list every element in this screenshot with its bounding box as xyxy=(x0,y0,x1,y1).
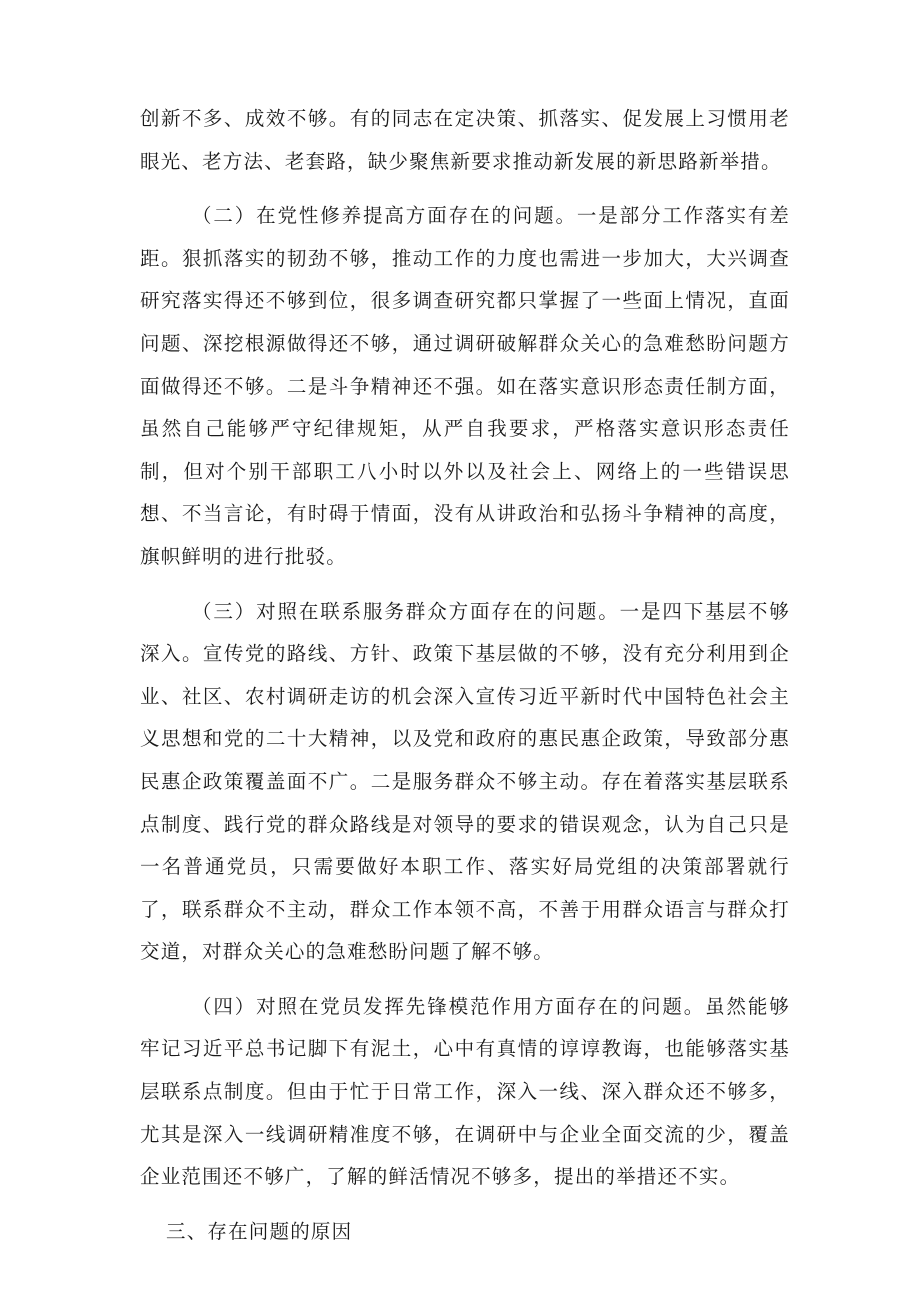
paragraph-vanguard-role: （四）对照在党员发挥先锋模范作用方面存在的问题。虽然能够牢记习近平总书记脚下有泥土，心中有真情的谆谆教诲，也能够落实基层联系点制度。但由于忙于日常工作，深入一线、深入群众还不够多，尤其是深入一线调研精准度不够，在调研中与企业全面交流的少，覆盖企业范围还不够广，了解的鲜活情况不够多，提出的举措还不实。 xyxy=(140,994,790,1189)
paragraph-party-spirit: （二）在党性修养提高方面存在的问题。一是部分工作落实有差距。狠抓落实的韧劲不够，推动工作的力度也需进一步加大，大兴调查研究落实得还不够到位，很多调查研究都只掌握了一些面上情况，直面问题、深挖根源做得还不够，通过调研破解群众关心的急难愁盼问题方面做得还不够。二是斗争精神还不强。如在落实意识形态责任制方面，虽然自己能够严守纪律规矩，从严自我要求，严格落实意识形态责任制，但对个别干部职工八小时以外以及社会上、网络上的一些错误思想、不当言论，有时碍于情面，没有从讲政治和弘扬斗争精神的高度，旗帜鲜明的进行批驳。 xyxy=(140,204,790,568)
paragraph-serving-masses: （三）对照在联系服务群众方面存在的问题。一是四下基层不够深入。宣传党的路线、方针、政策下基层做的不够，没有充分利用到企业、社区、农村调研走访的机会深入宣传习近平新时代中国特色社会主义思想和党的二十大精神，以及党和政府的惠民惠企政策，导致部分惠民惠企政策覆盖面不广。二是服务群众不够主动。存在着落实基层联系点制度、践行党的群众路线是对领导的要求的错误观念，认为自己只是一名普通党员，只需要做好本职工作、落实好局党组的决策部署就行了，联系群众不主动，群众工作本领不高，不善于用群众语言与群众打交道，对群众关心的急难愁盼问题了解不够。 xyxy=(140,599,790,964)
document-page xyxy=(140,98,790,1253)
paragraph-continuation: 创新不多、成效不够。有的同志在定决策、抓落实、促发展上习惯用老眼光、老方法、老套路，缺少聚焦新要求推动新发展的新思路新举措。 xyxy=(140,107,790,173)
section-heading: 三、存在问题的原因 xyxy=(166,1219,353,1243)
